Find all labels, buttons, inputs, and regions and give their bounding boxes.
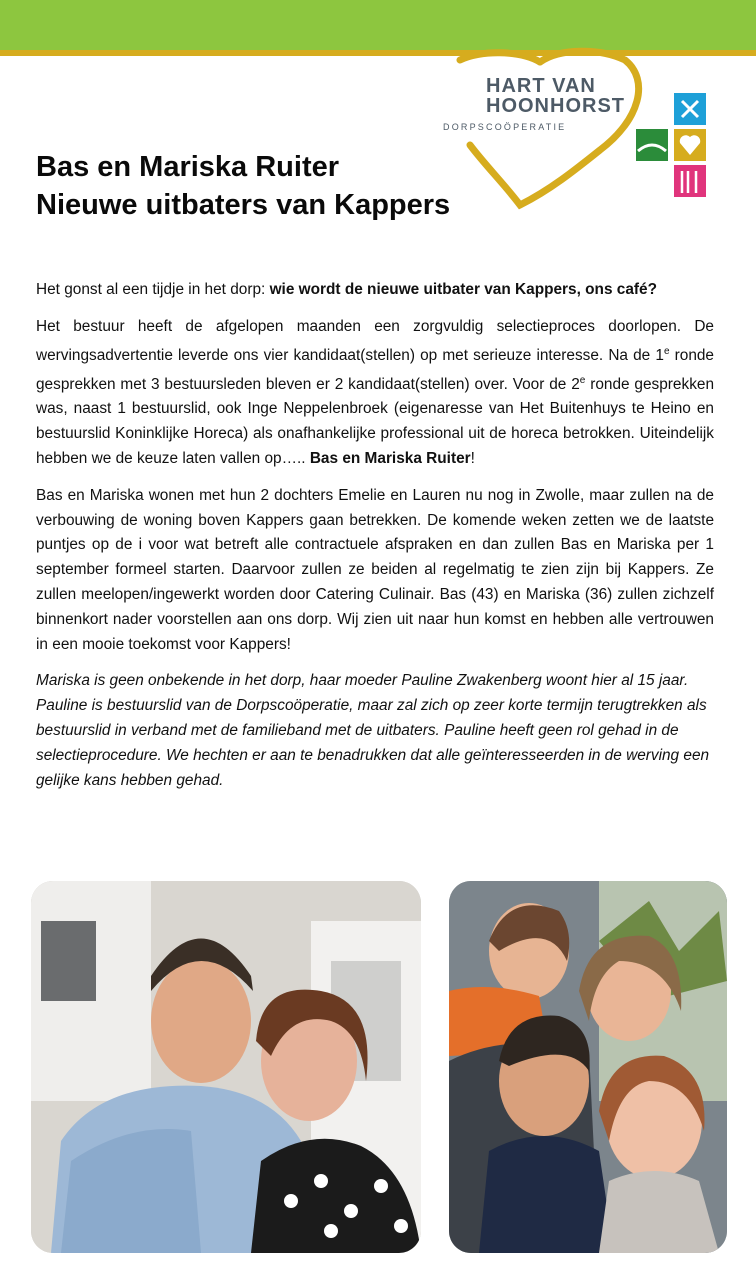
photo-couple (31, 881, 421, 1253)
page-title: Bas en Mariska Ruiter Nieuwe uitbaters van Kappers (36, 151, 451, 221)
photo-family (449, 881, 727, 1253)
brand-subtitle: DORPSCOÖPERATIE (443, 122, 567, 132)
brand-name: HART VAN HOONHORST (486, 75, 625, 117)
paragraph-intro: Het gonst al een tijdje in het dorp: wie wordt de nieuwe uitbater van Kappers, ons café? (36, 281, 657, 298)
paragraph-plans: Bas en Mariska wonen met hun 2 dochters Emelie en Lauren nu nog in Zwolle, maar zullen na de verbouwing de woning boven Kappers gaan betrekken. De komende weken zetten we de laatste puntjes op de i voor wat betreft alle contractuele afspraken en dan zullen Bas en Mariska per 1 september formeel starten. Daarvoor zullen ze beiden al regelmatig te zien zijn bij Kappers. Ze zullen meelopen/ingewerkt worden door Catering Culinair. Bas (43) en Mariska (36) zullen zichzelf binnenkort nader voorstellen aan ons dorp. Wij zien uit naar hun komst en hebben alle vertrouwen in een mooie toekomst voor Kappers! (36, 486, 714, 653)
paragraph-disclosure: Mariska is geen onbekende in het dorp, haar moeder Pauline Zwakenberg woont hier al 15 jaar. Pauline is bestuurslid van de Dorpscoöperatie, maar zal zich op zeer korte termijn terugtrekken als bestuurslid in verband met de familieband met de uitbaters. Pauline heeft geen rol gehad in de selectieprocedure. We hechten er aan te benadrukken dat alle geïnteresseerden in de werving een gelijke kans hebben gehad. (36, 672, 710, 789)
paragraph-selection: Het bestuur heeft de afgelopen maanden een zorgvuldig selectieproces doorlopen. De wervingsadvertentie leverde ons vier kandidaat(stellen) op met serieuze interesse. Na de 1e ronde gesprekken met 3 bestuursleden bleven er 2 kandidaat(stellen) over. Voor de 2e ronde gesprekken was, naast 1 bestuurslid, ook Inge Neppelenbroek (eigenaresse van Het Buitenhuys te Heino en bestuurslid Koninklijke Horeca) als onafhankelijke professional uit de horeca betrokken. Uiteindelijk hebben we de keuze laten vallen op….. Bas en Mariska Ruiter! (36, 317, 715, 468)
logo-tiles-icon (636, 93, 708, 199)
article-body (36, 278, 714, 805)
